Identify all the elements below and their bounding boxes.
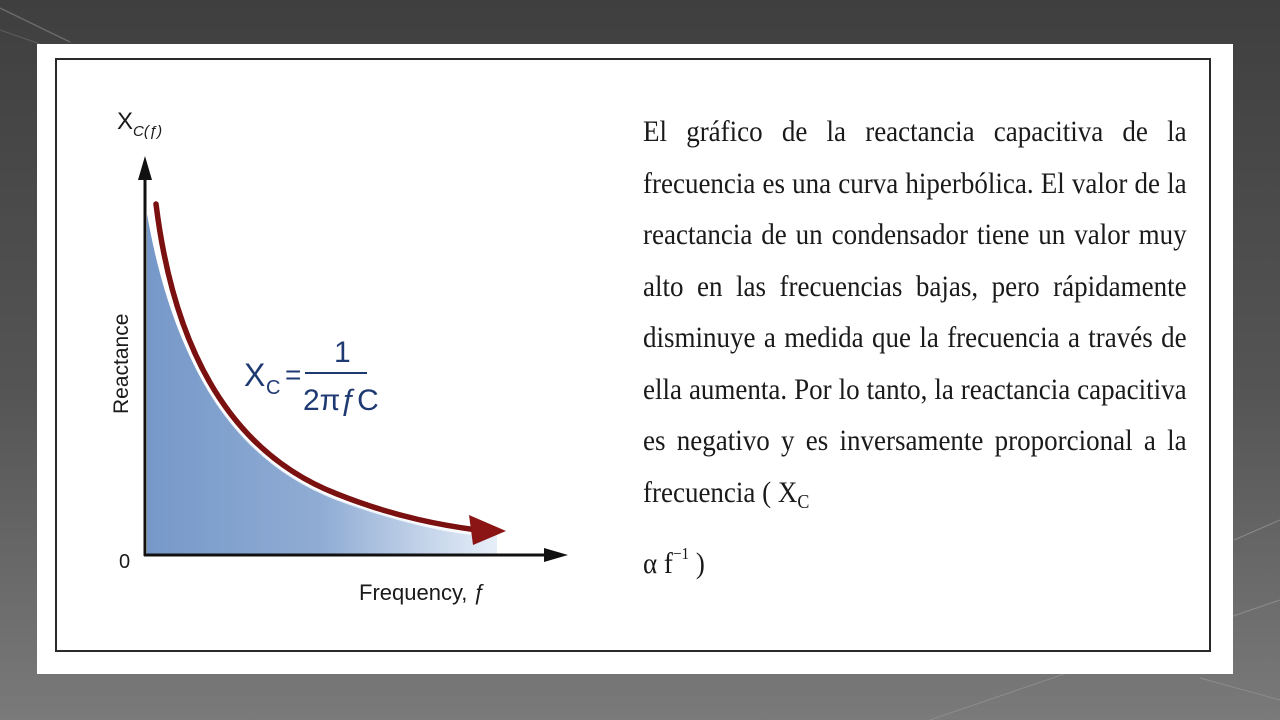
formula-equals: = <box>285 359 302 390</box>
origin-label: 0 <box>119 551 131 573</box>
alpha-symbol: α <box>643 547 658 580</box>
formula-numerator: 1 <box>334 336 351 369</box>
y-axis-arrowhead <box>138 156 152 180</box>
xc-subscript: C <box>797 490 810 513</box>
f-symbol: f <box>663 547 673 580</box>
xc-symbol: X <box>777 475 798 509</box>
formula-lhs-subscript: C <box>266 377 281 399</box>
exponent: −1 <box>672 544 690 563</box>
description-paragraph <box>643 106 1187 590</box>
x-axis-arrowhead <box>544 548 568 562</box>
y-axis-subscript: C(ƒ) <box>133 123 163 140</box>
formula-denominator: 2πƒC <box>303 384 379 417</box>
formula-lhs: X <box>244 357 266 393</box>
slide-card <box>37 44 1233 674</box>
y-axis-symbol: X <box>117 108 134 135</box>
description-text: El gráfico de la reactancia capacitiva de la frecuencia es una curva hiperbólica. El valor de la reactancia de un condensador tiene un valor muy alto en las frecuencias bajas, pero rápidamente disminuye a medida que la frecuencia a través de ella aumenta. Por lo tanto, la reactancia capacitiva es negativo y es inversamente proporcional a la frecuencia ( <box>643 115 1187 509</box>
closing-paren: ) <box>695 547 705 580</box>
y-axis-label: Reactance <box>110 313 133 414</box>
x-axis-label: Frequency, ƒ <box>359 580 486 605</box>
